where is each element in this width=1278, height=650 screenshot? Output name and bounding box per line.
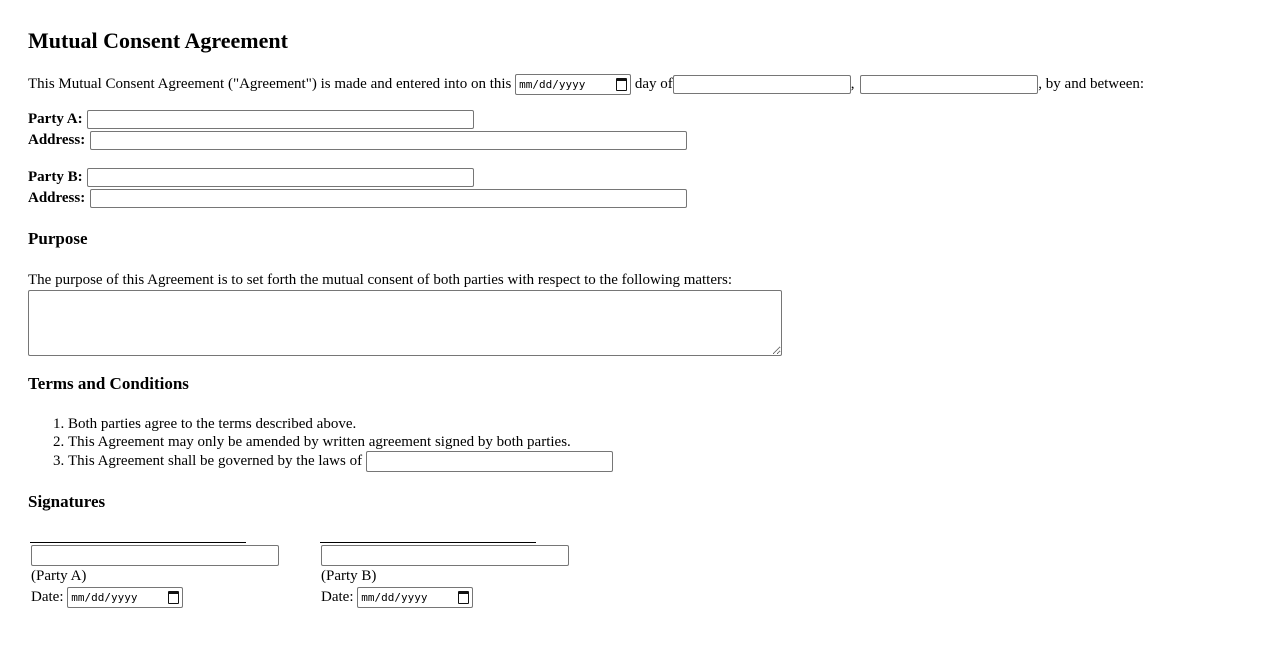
party-a-date-row xyxy=(31,586,279,608)
party-a-address-input[interactable] xyxy=(90,131,687,150)
party-a-block xyxy=(28,109,1250,151)
party-b-address-label: Address: xyxy=(28,190,86,207)
party-a-row xyxy=(28,109,1250,130)
terms-heading: Terms and Conditions xyxy=(28,374,189,394)
party-b-address-row xyxy=(28,188,1250,209)
calendar-icon[interactable] xyxy=(616,78,627,91)
party-b-row xyxy=(28,167,1250,188)
party-b-label: Party B: xyxy=(28,169,83,186)
party-a-name-input[interactable] xyxy=(87,110,474,129)
purpose-textarea[interactable] xyxy=(28,290,782,356)
calendar-icon[interactable] xyxy=(458,591,469,604)
purpose-heading: Purpose xyxy=(28,229,88,249)
purpose-text: The purpose of this Agreement is to set forth the mutual consent of both parties with respect to the following matters: xyxy=(28,272,733,289)
term-3-text: This Agreement shall be governed by the laws of xyxy=(68,453,363,469)
party-b-name-input[interactable] xyxy=(87,168,474,187)
list-item xyxy=(68,415,1250,433)
signatures-area xyxy=(28,542,1250,642)
signature-party-b-input[interactable] xyxy=(321,545,569,566)
party-b-date-row xyxy=(321,586,569,608)
signature-party-a-input[interactable] xyxy=(31,545,279,566)
month-input[interactable] xyxy=(673,75,851,94)
date-placeholder: mm/dd/yyyy xyxy=(519,77,586,91)
party-a-label: Party A: xyxy=(28,111,83,128)
calendar-icon[interactable] xyxy=(168,591,179,604)
term-1-text: Both parties agree to the terms described above. xyxy=(68,416,357,433)
party-b-sig-label: (Party B) xyxy=(321,568,377,585)
party-b-date-label: Date: xyxy=(321,589,354,606)
party-b-address-input[interactable] xyxy=(90,189,687,208)
party-a-address-row xyxy=(28,130,1250,151)
year-input[interactable] xyxy=(860,75,1038,94)
party-b-date-input[interactable] xyxy=(357,587,473,608)
list-item xyxy=(68,433,1250,451)
list-item xyxy=(68,451,1250,472)
intro-paragraph xyxy=(28,74,1250,95)
party-a-date-input[interactable] xyxy=(67,587,183,608)
date-placeholder: mm/dd/yyyy xyxy=(71,590,138,604)
governing-law-input[interactable] xyxy=(366,451,613,472)
signature-party-b xyxy=(318,542,569,608)
party-a-sig-label: (Party A) xyxy=(31,568,87,585)
signature-line-party-b xyxy=(320,542,536,543)
day-of-text: day of xyxy=(634,76,673,92)
intro-text: This Mutual Consent Agreement ("Agreement") is made and entered into on this xyxy=(28,76,512,92)
party-b-block xyxy=(28,167,1250,209)
comma-text: , xyxy=(850,76,855,92)
party-a-date-label: Date: xyxy=(31,589,64,606)
signatures-heading: Signatures xyxy=(28,492,106,512)
terms-list xyxy=(28,415,1250,472)
by-and-between-text: , by and between: xyxy=(1038,76,1145,92)
party-a-address-label: Address: xyxy=(28,132,86,149)
page-title: Mutual Consent Agreement xyxy=(28,28,288,53)
date-placeholder: mm/dd/yyyy xyxy=(361,590,428,604)
signature-line-party-a xyxy=(30,542,246,543)
signature-party-a xyxy=(28,542,279,608)
agreement-date-input[interactable] xyxy=(515,74,631,95)
term-2-text: This Agreement may only be amended by written agreement signed by both parties. xyxy=(68,434,571,451)
